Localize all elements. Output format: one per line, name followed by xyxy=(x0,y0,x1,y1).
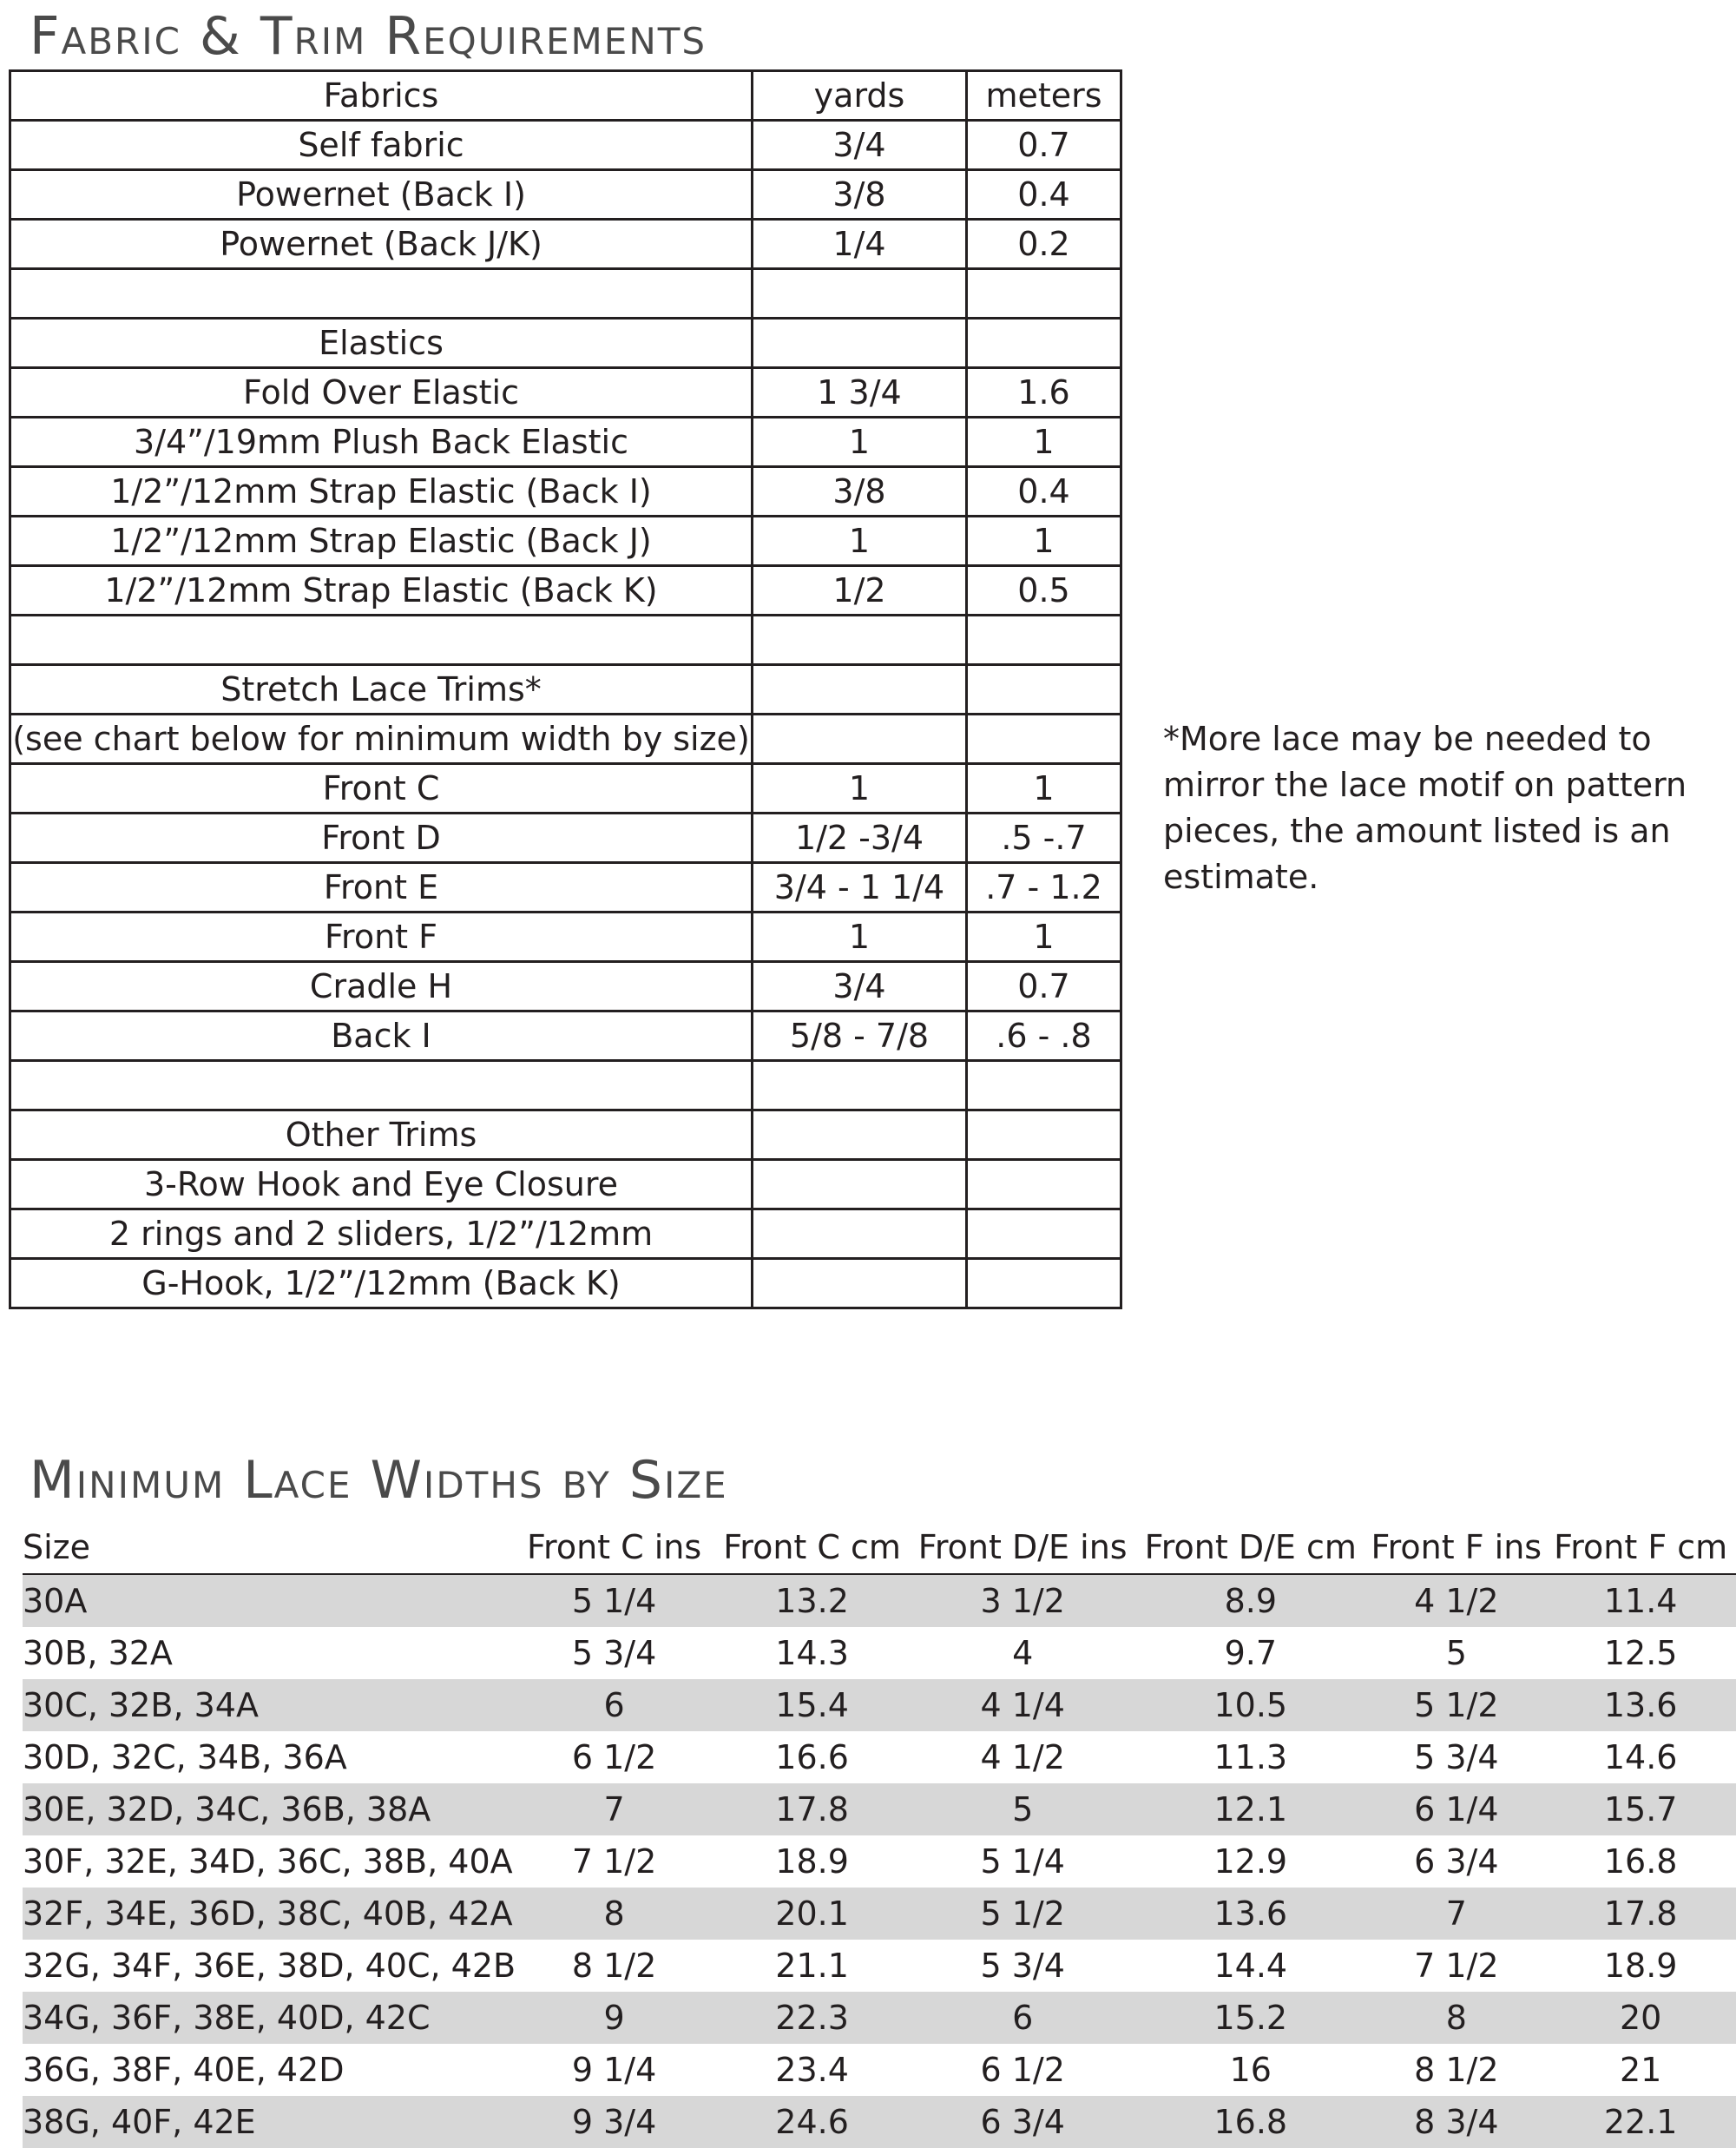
table-cell: 6 3/4 xyxy=(911,2096,1134,2148)
table-row xyxy=(23,1731,1736,1783)
table-row xyxy=(10,517,1121,566)
table-cell: 6 xyxy=(516,1679,713,1731)
table-cell: 3/4 xyxy=(753,121,967,170)
table-cell: .7 - 1.2 xyxy=(967,863,1121,913)
table-cell xyxy=(967,1209,1121,1259)
header-fabrics: Fabrics xyxy=(10,71,753,121)
table-cell: 5 3/4 xyxy=(571,1634,657,1672)
table-cell: 10.5 xyxy=(1134,1679,1367,1731)
table-cell xyxy=(967,616,1121,665)
table-cell: 3/4 xyxy=(753,962,967,1011)
table-row xyxy=(23,2044,1736,2096)
table-cell: 8 xyxy=(1367,1992,1545,2044)
table-cell: 30B, 32A xyxy=(23,1634,173,1672)
table-cell: 22.1 xyxy=(1545,2096,1736,2148)
table-cell: 5 1/4 xyxy=(980,1842,1065,1881)
table-row xyxy=(10,1011,1121,1061)
table-cell: 22.3 xyxy=(713,1992,911,2044)
table-row xyxy=(10,665,1121,715)
table-cell: 11.4 xyxy=(1545,1574,1736,1627)
header-yards: yards xyxy=(753,71,967,121)
table-cell xyxy=(753,1259,967,1308)
table-cell: 5 3/4 xyxy=(1414,1738,1499,1776)
table-cell: 15.7 xyxy=(1545,1783,1736,1835)
table-row xyxy=(10,170,1121,220)
table-cell: Front C xyxy=(10,764,753,814)
table-row xyxy=(10,220,1121,269)
table-cell: Powernet (Back J/K) xyxy=(10,220,753,269)
table-cell: .5 -.7 xyxy=(967,814,1121,863)
table-cell: 20 xyxy=(1545,1992,1736,2044)
table-cell: 1 xyxy=(753,418,967,467)
table-row xyxy=(10,1209,1121,1259)
table-cell: 32G, 34F, 36E, 38D, 40C, 42B xyxy=(23,1947,516,1985)
table-cell: 3/8 xyxy=(753,467,967,517)
table-cell: 2 rings and 2 sliders, 1/2”/12mm xyxy=(10,1209,753,1259)
table-cell: 36G, 38F, 40E, 42D xyxy=(23,2051,345,2089)
table-cell: 18.9 xyxy=(775,1842,849,1881)
table-cell: Fold Over Elastic xyxy=(10,368,753,418)
table-cell: 34G, 36F, 38E, 40D, 42C xyxy=(23,1992,516,2044)
fabric-trim-table-body xyxy=(10,71,1121,1308)
table-cell xyxy=(967,1061,1121,1110)
table-cell: 1/4 xyxy=(753,220,967,269)
table-cell: 16 xyxy=(1229,2051,1272,2089)
lace-widths-heading: Minimum Lace Widths by Size xyxy=(30,1450,728,1511)
table-cell: 30D, 32C, 34B, 36A xyxy=(23,1738,347,1776)
table-cell: 1 xyxy=(753,517,967,566)
lace-widths-table xyxy=(23,1521,1736,2148)
table-cell: 13.6 xyxy=(1134,1888,1367,1940)
table-cell: (see chart below for minimum width by size) xyxy=(10,715,753,764)
table-cell xyxy=(967,319,1121,368)
table-cell: 0.4 xyxy=(967,170,1121,220)
table-cell: 1/2 -3/4 xyxy=(753,814,967,863)
table-row xyxy=(10,863,1121,913)
table-row xyxy=(10,616,1121,665)
table-cell: 5 1/2 xyxy=(911,1888,1134,1940)
table-cell: 8 1/2 xyxy=(571,1947,657,1985)
table-row xyxy=(10,121,1121,170)
table-row xyxy=(10,1160,1121,1209)
table-row xyxy=(10,269,1121,319)
table-cell: 7 1/2 xyxy=(571,1842,657,1881)
table-header-row xyxy=(23,1521,1736,1574)
table-cell: 23.4 xyxy=(775,2051,849,2089)
table-cell: 1 xyxy=(967,418,1121,467)
table-cell: 6 3/4 xyxy=(1414,1842,1499,1881)
table-cell: 1/2”/12mm Strap Elastic (Back J) xyxy=(10,517,753,566)
table-cell: 21 xyxy=(1619,2051,1662,2089)
table-cell: 0.2 xyxy=(967,220,1121,269)
table-cell xyxy=(753,1110,967,1160)
table-cell: Elastics xyxy=(10,319,753,368)
table-cell xyxy=(967,665,1121,715)
table-row xyxy=(23,1992,1736,2044)
table-cell: 7 1/2 xyxy=(1414,1947,1499,1985)
table-row xyxy=(23,1679,1736,1731)
table-cell xyxy=(10,269,753,319)
table-cell: Front D xyxy=(10,814,753,863)
table-cell: 3 1/2 xyxy=(911,1574,1134,1627)
table-cell xyxy=(753,1160,967,1209)
table-cell: 30E, 32D, 34C, 36B, 38A xyxy=(23,1783,516,1835)
table-row xyxy=(10,814,1121,863)
table-cell: 32F, 34E, 36D, 38C, 40B, 42A xyxy=(23,1888,516,1940)
table-cell xyxy=(967,1160,1121,1209)
table-cell: 30F, 32E, 34D, 36C, 38B, 40A xyxy=(23,1842,513,1881)
table-row xyxy=(23,1888,1736,1940)
table-cell: .6 - .8 xyxy=(967,1011,1121,1061)
table-cell xyxy=(10,616,753,665)
table-cell xyxy=(967,1259,1121,1308)
header-front-f-ins: Front F ins xyxy=(1367,1521,1545,1574)
table-cell: 5/8 - 7/8 xyxy=(753,1011,967,1061)
table-cell: 3/8 xyxy=(753,170,967,220)
table-cell: 0.4 xyxy=(967,467,1121,517)
table-cell: 1 xyxy=(967,764,1121,814)
header-front-c-ins: Front C ins xyxy=(516,1521,713,1574)
table-row xyxy=(10,319,1121,368)
table-cell: 14.4 xyxy=(1213,1947,1288,1985)
table-cell: 7 xyxy=(516,1783,713,1835)
table-cell xyxy=(753,1061,967,1110)
table-cell: 12.1 xyxy=(1134,1783,1367,1835)
table-cell: 16.8 xyxy=(1603,1842,1678,1881)
table-cell: 3/4 - 1 1/4 xyxy=(753,863,967,913)
table-cell: 16.8 xyxy=(1134,2096,1367,2148)
table-cell: 4 1/2 xyxy=(1367,1574,1545,1627)
table-row xyxy=(23,1574,1736,1627)
table-row xyxy=(10,1110,1121,1160)
table-cell: 1 3/4 xyxy=(753,368,967,418)
table-cell: 9.7 xyxy=(1224,1634,1278,1672)
table-cell: 30A xyxy=(23,1574,516,1627)
table-cell: 24.6 xyxy=(713,2096,911,2148)
table-header-row xyxy=(10,71,1121,121)
table-cell: 12.9 xyxy=(1213,1842,1288,1881)
table-cell xyxy=(753,319,967,368)
table-cell: 30C, 32B, 34A xyxy=(23,1679,516,1731)
table-cell: 1 xyxy=(753,764,967,814)
table-cell: 6 1/4 xyxy=(1367,1783,1545,1835)
table-cell: 6 1/2 xyxy=(980,2051,1065,2089)
table-row xyxy=(10,566,1121,616)
table-cell: 11.3 xyxy=(1213,1738,1288,1776)
table-row xyxy=(10,913,1121,962)
table-cell xyxy=(753,269,967,319)
lace-note: *More lace may be needed to mirror the lace motif on pattern pieces, the amount listed is an estimate. xyxy=(1163,720,1687,896)
table-cell: 4 1/4 xyxy=(911,1679,1134,1731)
table-cell: Other Trims xyxy=(10,1110,753,1160)
table-cell: 12.5 xyxy=(1603,1634,1678,1672)
table-cell: 17.8 xyxy=(1545,1888,1736,1940)
header-front-c-cm: Front C cm xyxy=(713,1521,911,1574)
table-row xyxy=(10,715,1121,764)
table-cell: G-Hook, 1/2”/12mm (Back K) xyxy=(10,1259,753,1308)
header-size: Size xyxy=(23,1521,516,1574)
table-cell: 1/2”/12mm Strap Elastic (Back I) xyxy=(10,467,753,517)
header-front-f-cm: Front F cm xyxy=(1545,1521,1736,1574)
table-cell: 3-Row Hook and Eye Closure xyxy=(10,1160,753,1209)
table-cell: 13.2 xyxy=(713,1574,911,1627)
table-cell: 15.4 xyxy=(713,1679,911,1731)
table-cell: 5 xyxy=(1445,1634,1467,1672)
table-cell: 3/4”/19mm Plush Back Elastic xyxy=(10,418,753,467)
table-cell: 1.6 xyxy=(967,368,1121,418)
table-cell xyxy=(753,1209,967,1259)
table-row xyxy=(10,1259,1121,1308)
table-cell: 9 3/4 xyxy=(516,2096,713,2148)
table-row xyxy=(23,1627,1736,1679)
table-row xyxy=(10,418,1121,467)
table-row xyxy=(10,1061,1121,1110)
table-cell: 8.9 xyxy=(1134,1574,1367,1627)
table-cell: 17.8 xyxy=(713,1783,911,1835)
table-row xyxy=(10,467,1121,517)
table-cell xyxy=(753,616,967,665)
table-cell: Front F xyxy=(10,913,753,962)
table-cell: Powernet (Back I) xyxy=(10,170,753,220)
table-cell: 5 1/2 xyxy=(1367,1679,1545,1731)
table-cell: 0.7 xyxy=(967,121,1121,170)
table-cell: 20.1 xyxy=(713,1888,911,1940)
table-cell xyxy=(967,715,1121,764)
table-cell: Self fabric xyxy=(10,121,753,170)
table-cell: 5 3/4 xyxy=(980,1947,1065,1985)
table-cell: 5 xyxy=(911,1783,1134,1835)
table-cell xyxy=(967,269,1121,319)
table-cell: 8 1/2 xyxy=(1414,2051,1499,2089)
table-cell: 6 1/2 xyxy=(571,1738,657,1776)
table-cell: 1 xyxy=(753,913,967,962)
table-cell: 9 1/4 xyxy=(571,2051,657,2089)
table-cell: 14.6 xyxy=(1603,1738,1678,1776)
table-cell: 6 xyxy=(911,1992,1134,2044)
table-cell: Back I xyxy=(10,1011,753,1061)
table-cell xyxy=(753,665,967,715)
header-front-de-cm: Front D/E cm xyxy=(1134,1521,1367,1574)
table-cell: 13.6 xyxy=(1545,1679,1736,1731)
table-cell xyxy=(753,715,967,764)
table-cell: 8 3/4 xyxy=(1367,2096,1545,2148)
table-row xyxy=(10,368,1121,418)
table-cell: 5 1/4 xyxy=(516,1574,713,1627)
table-row xyxy=(23,1783,1736,1835)
table-cell: 0.7 xyxy=(967,962,1121,1011)
lace-widths-table-body xyxy=(23,1574,1736,2148)
table-cell: 1 xyxy=(967,517,1121,566)
table-cell xyxy=(10,1061,753,1110)
table-cell: 14.3 xyxy=(775,1634,849,1672)
table-cell: 21.1 xyxy=(775,1947,849,1985)
lace-widths-table-head xyxy=(23,1521,1736,1574)
table-row xyxy=(23,2096,1736,2148)
header-front-de-ins: Front D/E ins xyxy=(911,1521,1134,1574)
table-cell: 1/2”/12mm Strap Elastic (Back K) xyxy=(10,566,753,616)
table-cell: 4 1/2 xyxy=(980,1738,1065,1776)
table-row xyxy=(10,764,1121,814)
table-cell: 4 xyxy=(1012,1634,1034,1672)
table-cell: 38G, 40F, 42E xyxy=(23,2096,516,2148)
table-cell: 18.9 xyxy=(1603,1947,1678,1985)
table-cell: 8 xyxy=(516,1888,713,1940)
fabric-trim-heading: Fabric & Trim Requirements xyxy=(30,6,707,67)
table-cell: 1/2 xyxy=(753,566,967,616)
fabric-trim-table xyxy=(9,69,1122,1309)
table-cell: Stretch Lace Trims* xyxy=(10,665,753,715)
table-cell: 16.6 xyxy=(775,1738,849,1776)
table-row xyxy=(10,962,1121,1011)
table-cell: 0.5 xyxy=(967,566,1121,616)
table-cell xyxy=(967,1110,1121,1160)
table-cell: 1 xyxy=(967,913,1121,962)
table-cell: 9 xyxy=(516,1992,713,2044)
header-meters: meters xyxy=(967,71,1121,121)
table-cell: Front E xyxy=(10,863,753,913)
table-cell: 15.2 xyxy=(1134,1992,1367,2044)
table-cell: 7 xyxy=(1367,1888,1545,1940)
table-row xyxy=(23,1835,1736,1888)
table-cell: Cradle H xyxy=(10,962,753,1011)
table-row xyxy=(23,1940,1736,1992)
